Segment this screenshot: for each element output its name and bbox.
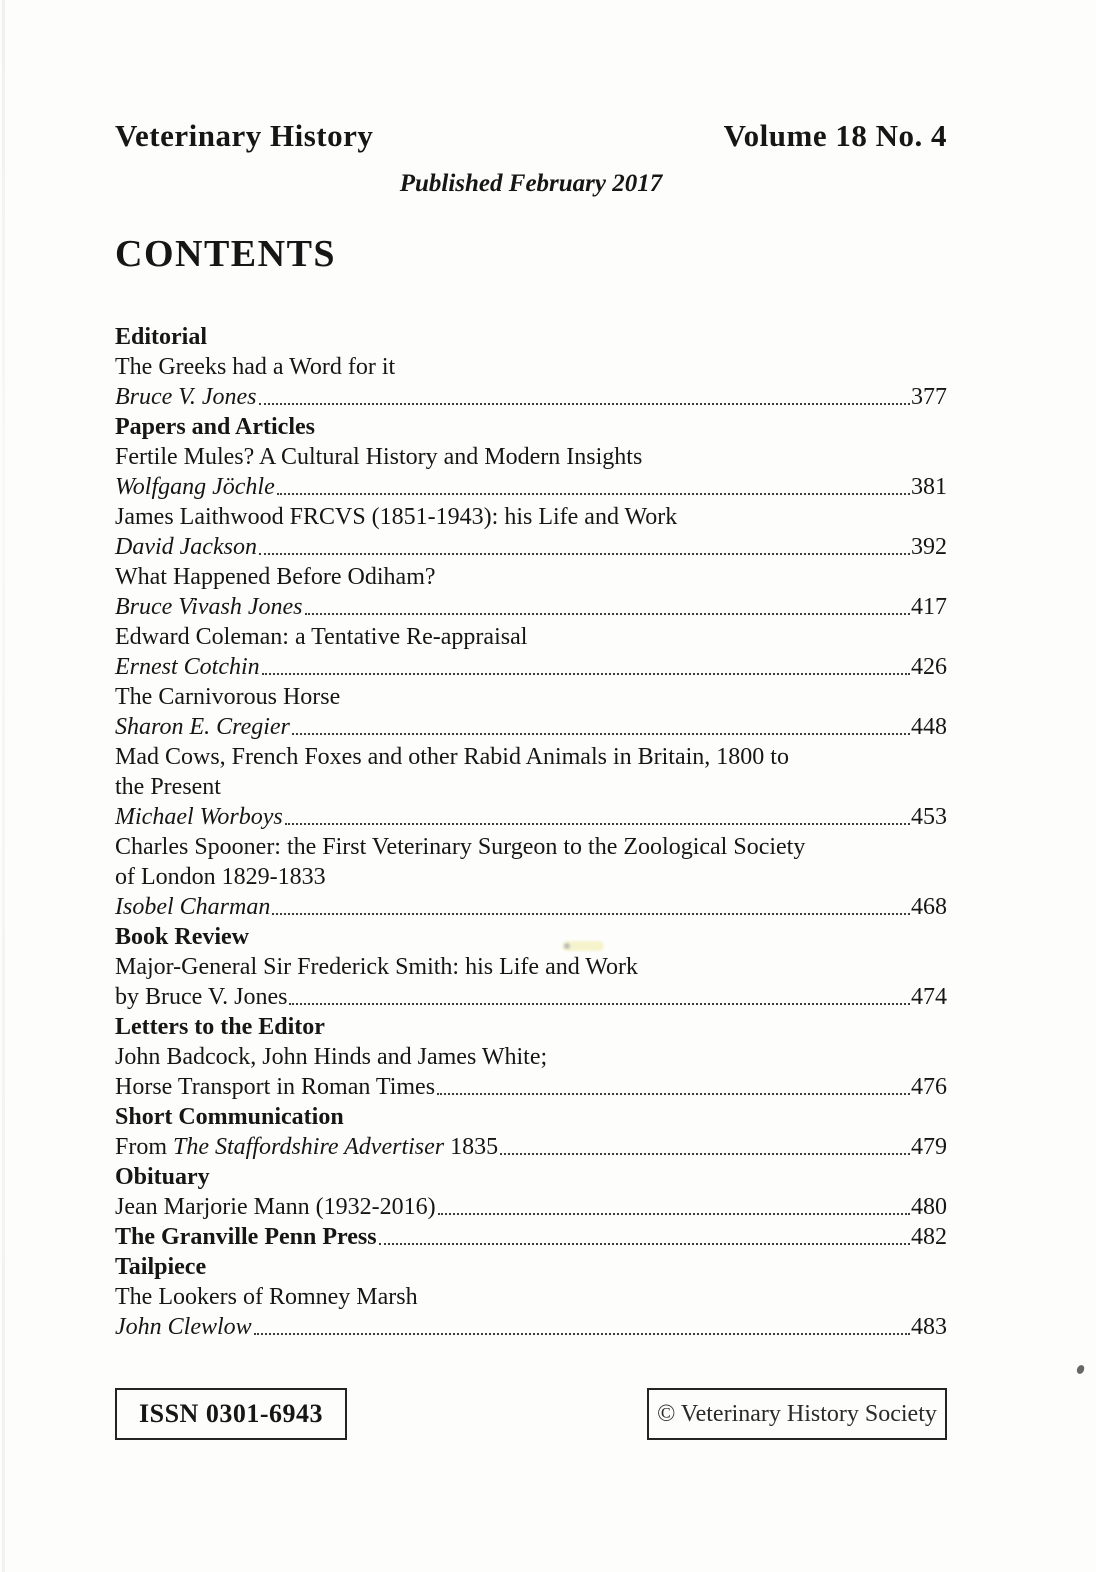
toc-title-line <box>115 742 947 772</box>
section-heading-text: Papers and Articles <box>115 414 315 440</box>
page-number: 377 <box>911 384 947 410</box>
page-number: 392 <box>911 534 947 560</box>
toc-entry <box>115 802 947 832</box>
page-number: 417 <box>911 594 947 620</box>
entry-text: David Jackson <box>115 534 257 560</box>
page-number: 474 <box>911 984 947 1010</box>
toc-section-heading <box>115 1102 947 1132</box>
scan-ink-speck <box>1076 1364 1085 1374</box>
toc-entry <box>115 382 947 412</box>
toc-entry <box>115 1192 947 1222</box>
dotted-leader <box>500 1153 910 1155</box>
dotted-leader <box>272 913 910 915</box>
entry-text: Horse Transport in Roman Times <box>115 1074 436 1100</box>
issn-box <box>115 1388 347 1440</box>
article-title-text: Major-General Sir Frederick Smith: his Life and Work <box>115 954 639 980</box>
section-heading-text: Obituary <box>115 1164 210 1190</box>
toc-entry <box>115 652 947 682</box>
entry-text: Ernest Cotchin <box>115 654 260 680</box>
article-title-text: Fertile Mules? A Cultural History and Modern Insights <box>115 444 643 470</box>
toc-entry <box>115 712 947 742</box>
article-title-text: Charles Spooner: the First Veterinary Surgeon to the Zoological Society <box>115 834 806 860</box>
toc-section-heading <box>115 412 947 442</box>
dotted-leader <box>262 673 910 675</box>
dotted-leader <box>259 553 910 555</box>
toc-entry <box>115 982 947 1012</box>
entry-text: Jean Marjorie Mann (1932-2016) <box>115 1194 436 1220</box>
journal-title: Veterinary History <box>115 118 374 153</box>
entry-text: Wolfgang Jöchle <box>115 474 275 500</box>
entry-text <box>115 1132 498 1162</box>
section-heading-text: Letters to the Editor <box>115 1014 325 1040</box>
toc-title-line <box>115 772 947 802</box>
page-number: 381 <box>911 474 947 500</box>
contents-heading: CONTENTS <box>115 233 337 275</box>
toc-title-line <box>115 832 947 862</box>
toc-section-heading <box>115 922 947 952</box>
page-number: 479 <box>911 1134 947 1160</box>
article-title-text: the Present <box>115 774 221 800</box>
entry-text-segment: 1835 <box>444 1134 499 1160</box>
toc-title-line <box>115 562 947 592</box>
page-number: 483 <box>911 1314 947 1340</box>
dotted-leader <box>289 1003 910 1005</box>
page-number: 480 <box>911 1194 947 1220</box>
article-title-text: The Carnivorous Horse <box>115 684 341 710</box>
toc-entry <box>115 1132 947 1162</box>
page-footer <box>115 1388 947 1440</box>
page-number: 448 <box>911 714 947 740</box>
toc-title-line <box>115 622 947 652</box>
article-title-text: James Laithwood FRCVS (1851-1943): his Life and Work <box>115 504 678 530</box>
entry-text: Isobel Charman <box>115 894 271 920</box>
copyright-text: © Veterinary History Society <box>657 1400 937 1427</box>
scan-edge-shadow <box>2 0 5 1572</box>
toc-entry <box>115 1072 947 1102</box>
table-of-contents <box>115 322 947 1342</box>
toc-section-heading <box>115 1162 947 1192</box>
article-title-text: Mad Cows, French Foxes and other Rabid Animals in Britain, 1800 to <box>115 744 789 770</box>
toc-section-heading <box>115 322 947 352</box>
toc-entry <box>115 592 947 622</box>
dotted-leader <box>292 733 910 735</box>
toc-title-line <box>115 502 947 532</box>
article-title-text: John Badcock, John Hinds and James White; <box>115 1044 548 1070</box>
entry-text-italic-segment: The Staffordshire Advertiser <box>173 1134 445 1160</box>
section-heading-text: Tailpiece <box>115 1254 207 1280</box>
entry-text: Michael Worboys <box>115 804 283 830</box>
copyright-box <box>647 1388 947 1440</box>
toc-title-line <box>115 682 947 712</box>
dotted-leader <box>259 403 910 405</box>
page-number: 476 <box>911 1074 947 1100</box>
toc-entry <box>115 892 947 922</box>
entry-text: Bruce V. Jones <box>115 384 257 410</box>
dotted-leader <box>379 1243 910 1245</box>
toc-section-heading <box>115 1012 947 1042</box>
dotted-leader <box>437 1093 910 1095</box>
article-title-text: What Happened Before Odiham? <box>115 564 436 590</box>
volume-number: Volume 18 No. 4 <box>723 118 947 153</box>
entry-text: Sharon E. Cregier <box>115 714 290 740</box>
entry-text: Bruce Vivash Jones <box>115 594 303 620</box>
dotted-leader <box>285 823 910 825</box>
dotted-leader <box>254 1333 910 1335</box>
toc-title-line <box>115 442 947 472</box>
toc-entry <box>115 472 947 502</box>
entry-text-segment: From <box>115 1134 174 1160</box>
toc-entry <box>115 1222 947 1252</box>
section-heading-text: Book Review <box>115 924 249 950</box>
toc-entry <box>115 1312 947 1342</box>
article-title-text: The Greeks had a Word for it <box>115 354 396 380</box>
article-title-text: Edward Coleman: a Tentative Re-appraisal <box>115 624 528 650</box>
toc-title-line <box>115 1282 947 1312</box>
page-number: 468 <box>911 894 947 920</box>
toc-section-heading <box>115 1252 947 1282</box>
dotted-leader <box>305 613 911 615</box>
toc-title-line <box>115 862 947 892</box>
dotted-leader <box>438 1213 910 1215</box>
section-heading-text: Editorial <box>115 324 208 350</box>
dotted-leader <box>277 493 910 495</box>
toc-title-line <box>115 352 947 382</box>
article-title-text: of London 1829-1833 <box>115 864 326 890</box>
page-header <box>115 0 947 154</box>
article-title-text: The Lookers of Romney Marsh <box>115 1284 418 1310</box>
page-number: 453 <box>911 804 947 830</box>
page-number: 482 <box>911 1224 947 1250</box>
toc-title-line <box>115 952 947 982</box>
entry-text: The Granville Penn Press <box>115 1224 377 1250</box>
toc-entry <box>115 532 947 562</box>
scan-highlight-smudge <box>562 941 604 951</box>
issn-text: ISSN 0301-6943 <box>139 1399 323 1428</box>
published-date: Published February 2017 <box>399 170 663 197</box>
page-number: 426 <box>911 654 947 680</box>
toc-title-line <box>115 1042 947 1072</box>
entry-text: by Bruce V. Jones <box>115 984 288 1010</box>
entry-text: John Clewlow <box>115 1314 252 1340</box>
section-heading-text: Short Communication <box>115 1104 344 1130</box>
